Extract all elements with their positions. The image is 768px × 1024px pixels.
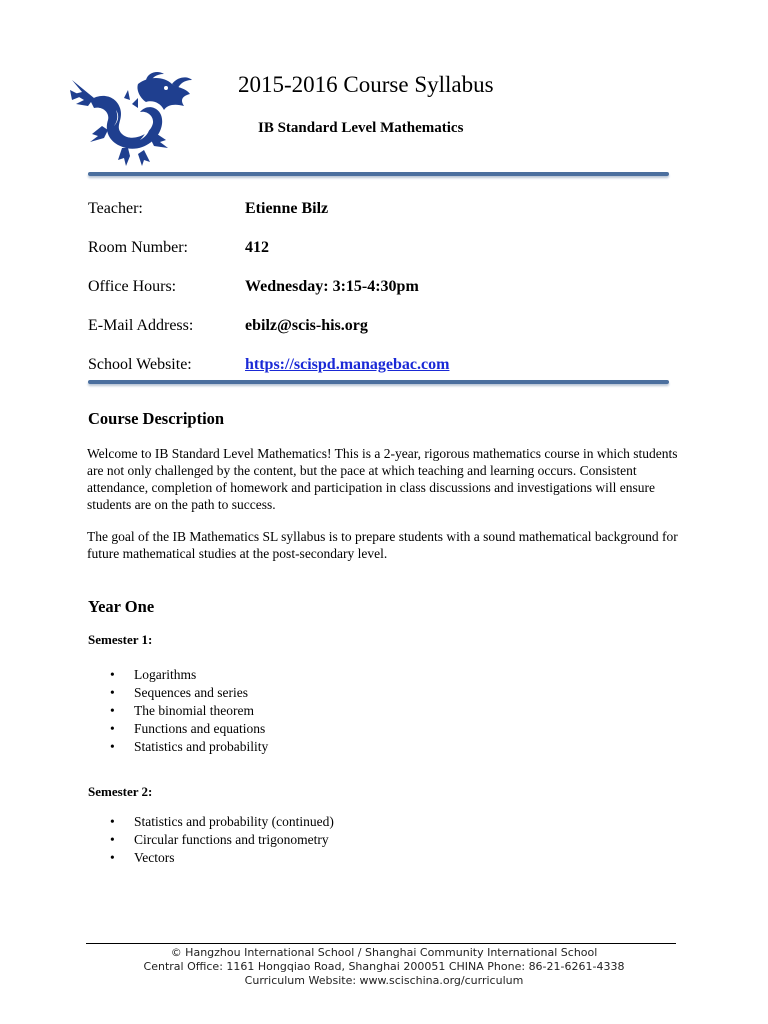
- course-description-heading: Course Description: [88, 409, 225, 428]
- page-title: 2015-2016 Course Syllabus: [238, 72, 494, 97]
- info-value-office-hours: Wednesday: 3:15-4:30pm: [245, 278, 419, 295]
- info-label: Room Number:: [88, 239, 188, 256]
- info-label: Teacher:: [88, 200, 143, 217]
- info-value-email: ebilz@scis-his.org: [245, 317, 368, 334]
- list-item: • The binomial theorem: [110, 702, 268, 720]
- footer-address: Central Office: 1161 Hongqiao Road, Shanghai 200051 CHINA Phone: 86-21-6261-4338: [143, 960, 625, 973]
- course-description-paragraph: Welcome to IB Standard Level Mathematics! This is a 2-year, rigorous mathematics course in which students are not only challenged by the content, but the pace at which teaching and learning occurs. Consistent attendance, completion of homework and participation in class discussions and investigations will ensure students are on the path to success.: [87, 446, 678, 512]
- list-item: • Statistics and probability (continued): [110, 813, 334, 831]
- info-divider: [88, 380, 669, 384]
- list-item: • Vectors: [110, 849, 334, 867]
- course-subtitle: IB Standard Level Mathematics: [258, 120, 464, 136]
- page-footer: [0, 946, 768, 988]
- footer-curriculum-website: Curriculum Website: www.scischina.org/curriculum: [244, 974, 524, 987]
- semester-2-label: Semester 2:: [88, 784, 153, 799]
- list-item: • Sequences and series: [110, 684, 268, 702]
- header-divider: [88, 172, 669, 176]
- info-label: School Website:: [88, 356, 192, 373]
- dragon-icon: [68, 70, 196, 166]
- list-item: • Circular functions and trigonometry: [110, 831, 334, 849]
- footer-copyright: © Hangzhou International School / Shanghai Community International School: [170, 946, 598, 959]
- list-item: • Functions and equations: [110, 720, 268, 738]
- semester-2-topic-list: [110, 813, 334, 867]
- year-one-heading: Year One: [88, 597, 155, 616]
- list-item: • Statistics and probability: [110, 738, 268, 756]
- semester-1-topic-list: [110, 666, 268, 756]
- list-item: • Logarithms: [110, 666, 268, 684]
- school-website-link[interactable]: https://scispd.managebac.com: [245, 356, 450, 373]
- semester-1-label: Semester 1:: [88, 632, 153, 647]
- info-label: Office Hours:: [88, 278, 177, 295]
- school-logo: [68, 70, 196, 166]
- info-value-teacher: Etienne Bilz: [245, 200, 329, 217]
- course-goal-paragraph: The goal of the IB Mathematics SL syllabus is to prepare students with a sound mathematical background for future mathematical studies at the post-secondary level.: [87, 529, 678, 561]
- info-value-room: 412: [245, 239, 269, 256]
- footer-divider: [86, 943, 676, 944]
- info-label: E-Mail Address:: [88, 317, 194, 334]
